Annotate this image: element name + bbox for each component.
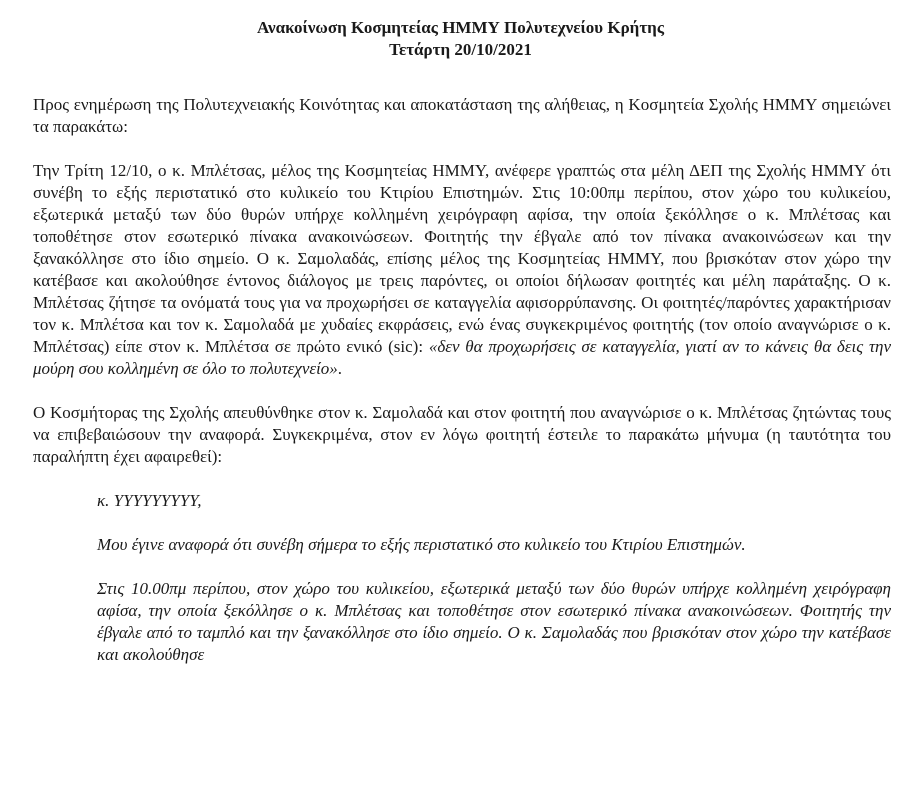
paragraph-incident-text: Την Τρίτη 12/10, ο κ. Μπλέτσας, μέλος της Κοσμητείας ΗΜΜΥ, ανέφερε γραπτώς στα μέλη ΔΕΠ της Σχολής ΗΜΜΥ ότι συνέβη το εξής περιστατικό στο κυλικείο του Κτιρίου Επιστημών. Στις 10:00πμ περίπου, στον χώρο του κυλικείου, εξωτερικά μεταξύ των δύο θυρών υπήρχε κολλημένη χειρόγραφη αφίσα, την οποία ξεκόλλησε ο κ. Μπλέτσας και τοποθέτησε στον εσωτερικό πίνακα ανακοινώσεων. Φοιτητής την έβγαλε από τον πίνακα ανακοινώσεων και την ξανακόλλησε στο ίδιο σημείο. Ο κ. Σαμολαδάς, επίσης μέλος της Κοσμητείας ΗΜΜΥ, που βρισκόταν στον χώρο την κατέβασε και ακολούθησε έντονος διάλογος με τρεις παρόντες, οι οποίοι δήλωσαν φοιτητές και μέλη παράταξης. Ο κ. Μπλέτσας ζήτησε τα ονόματά τους για να προχωρήσει σε καταγγελία αφισορρύπανσης. Οι φοιτητές/παρόντες χαρακτήρισαν τον κ. Μπλέτσα και τον κ. Σαμολαδά με χυδαίες εκφράσεις, ενώ ένας συγκεκριμένος φοιτητής (τον οποίο αναγνώρισε ο κ. Μπλέτσας) είπε στον κ. Μπλέτσα σε πρώτο ενικό (sic): [33, 161, 891, 356]
document-body [33, 94, 891, 688]
document-title: Ανακοίνωση Κοσμητείας ΗΜΜΥ Πολυτεχνείου Κρήτης [257, 18, 664, 37]
paragraph-intro: Προς ενημέρωση της Πολυτεχνειακής Κοινότητας και αποκατάσταση της αλήθειας, η Κοσμητεία Σχολής ΗΜΜΥ σημειώνει τα παρακάτω: [33, 95, 891, 136]
paragraph-incident-quote: «δεν θα προχωρήσεις σε καταγγελία, γιατί αν το κάνεις θα δεις την μούρη σου κολλημένη σε όλο το πολυτεχνείο» [33, 337, 892, 378]
document-date: Τετάρτη 20/10/2021 [389, 40, 532, 59]
letter-paragraph-1: Μου έγινε αναφορά ότι συνέβη σήμερα το εξής περιστατικό στο κυλικείο του Κτιρίου Επιστημών. [97, 535, 746, 554]
letter-paragraph-2: Στις 10.00πμ περίπου, στον χώρο του κυλικείου, εξωτερικά μεταξύ των δύο θυρών υπήρχε κολλημένη χειρόγραφη αφίσα, την οποία ξεκόλλησε ο κ. Μπλέτσας και τοποθέτησε στον εσωτερικό πίνακα ανακοινώσεων. Φοιτητής την έβγαλε από το ταμπλό και την ξανακόλλησε στο ίδιο σημείο. Ο κ. Σαμολαδάς που βρισκόταν στον χώρο την κατέβασε και ακολούθησε [97, 579, 891, 664]
letter-salutation: κ. ΥΥΥΥΥΥΥΥΥ, [97, 491, 202, 510]
document-header [0, 17, 921, 61]
quoted-letter [33, 490, 891, 666]
paragraph-dean: Ο Κοσμήτορας της Σχολής απευθύνθηκε στον κ. Σαμολαδά και στον φοιτητή που αναγνώρισε ο κ. Μπλέτσας ζητώντας τους να επιβεβαιώσουν την αναφορά. Συγκεκριμένα, στον εν λόγω φοιτητή έστειλε το παρακάτω μήνυμα (η ταυτότητα του παραλήπτη έχει αφαιρεθεί): [33, 403, 891, 466]
paragraph-incident [33, 160, 891, 380]
paragraph-incident-end: . [337, 359, 343, 378]
